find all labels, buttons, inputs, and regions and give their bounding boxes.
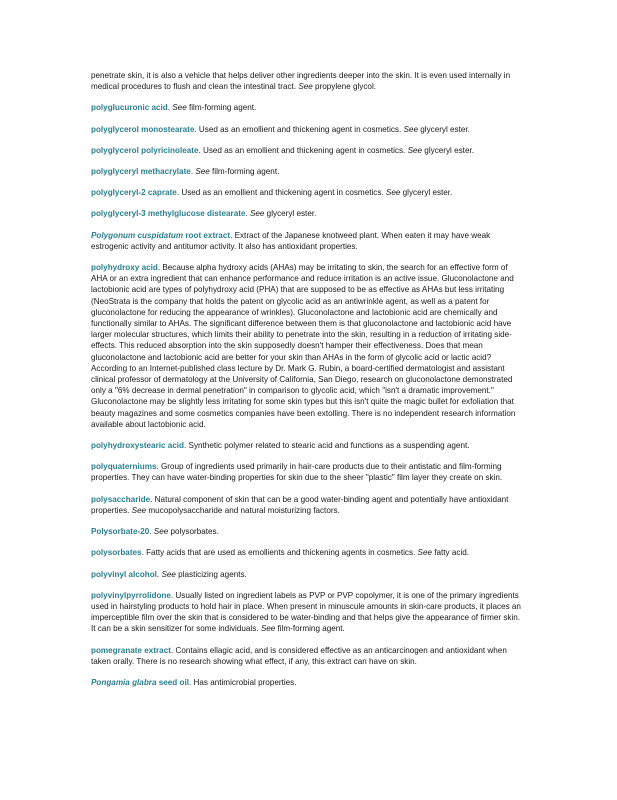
entry-polyhydroxystearic-acid: polyhydroxystearic acid. Synthetic polymer related to stearic acid and functions as a suspending agent.: [91, 441, 470, 451]
entry-polyvinyl-alcohol: polyvinyl alcohol. See plasticizing agents.: [91, 569, 247, 579]
entry-polyquaterniums: polyquaterniums. Group of ingredients used primarily in hair-care products due to their antistatic and film-forming properties. They can have water-binding properties for skin due to the sheer "plastic" film layer they create on skin.: [91, 462, 503, 483]
entry-polyglucuronic-acid: polyglucuronic acid. See film-forming agent.: [91, 103, 257, 113]
entry-term: polyvinyl alcohol: [91, 569, 157, 579]
entry-polysorbates: polysorbates. Fatty acids that are used as emollients and thickening agents in cosmetics. See fatty acid.: [91, 548, 470, 558]
entry-polysorbate-20: Polysorbate-20. See polysorbates.: [91, 527, 219, 537]
entry-polyglyceryl-3-methylglucose-distearate: polyglyceryl-3 methylglucose distearate. See glyceryl ester.: [91, 209, 317, 219]
entry-polyglyceryl-methacrylate: polyglyceryl methacrylate. See film-forming agent.: [91, 167, 280, 177]
entry-term: polyhydroxy acid: [91, 263, 158, 273]
entry-polygonum-cuspidatum: Polygonum cuspidatum root extract. Extract of the Japanese knotweed plant. When eaten it may have weak estrogenic activity and antitumor activity. It also has antioxidant properties.: [91, 230, 491, 251]
entry-term: Pongamia glabra seed oil: [91, 677, 189, 687]
entry-term: polyglycerol polyricinoleate: [91, 145, 199, 155]
entry-term: Polygonum cuspidatum root extract: [91, 230, 231, 240]
entry-term: polyquaterniums: [91, 462, 157, 472]
entry-term: pomegranate extract: [91, 645, 171, 655]
entry-polyvinylpyrrolidone: polyvinylpyrrolidone. Usually listed on ingredient labels as PVP or PVP copolymer, it is one of the primary ingredients used in hairstyling products to hold hair in place. When present in minuscule amounts in skin-care products, it places an imperceptible film over the skin that is considered to be water-binding and that helps give the appearance of firmer skin. It can be a skin sensitizer for some individuals. See film-forming agent.: [91, 590, 521, 634]
entry-term: polyglyceryl-2 caprate: [91, 188, 177, 198]
entry-term: polysaccharide: [91, 494, 151, 504]
entry-term: Polysorbate-20: [91, 527, 150, 537]
entry-term: polyglycerol monostearate: [91, 124, 195, 134]
dictionary-page: [91, 70, 523, 698]
entry-term: polyvinylpyrrolidone: [91, 590, 171, 600]
entry-polyglycerol-monostearate: polyglycerol monostearate. Used as an emollient and thickening agent in cosmetics. See glyceryl ester.: [91, 124, 470, 134]
entry-term: polysorbates: [91, 548, 142, 558]
entry-pongamia-glabra: Pongamia glabra seed oil. Has antimicrobial properties.: [91, 677, 297, 687]
entry-continuation: penetrate skin, it is also a vehicle that helps deliver other ingredients deeper into the skin. It is even used internally in medical procedures to flush and clean the intestinal tract. See propylene glycol.: [91, 71, 511, 92]
entry-term: polyglucuronic acid: [91, 103, 168, 113]
entry-polyglyceryl-2-caprate: polyglyceryl-2 caprate. Used as an emollient and thickening agent in cosmetics. See glyceryl ester.: [91, 188, 453, 198]
entry-polyhydroxy-acid: polyhydroxy acid. Because alpha hydroxy acids (AHAs) may be irritating to skin, the search for an effective form of AHA or an extra ingredient that can enhance performance and reduce irritation is an active issue. Gluconolactone and lactobionic acid are types of polyhydroxy acid (PHA) that are supposed to be as effective as AHAs but less irritating (NeoStrata is the company that holds the patent on glycolic acid as an antiwrinkle agent, as well as a patent for gluconolactone for reducing the appearance of wrinkles). Gluconolactone and lactobionic acid are chemically and functionally similar to AHAs. The significant difference between them is that gluconolactone and lactobionic acid have larger molecular structures, which limits their ability to penetrate into the skin, resulting in a reduction of irritating side-effects. This reduced absorption into the skin supposedly doesn't hamper their effectiveness. Does that mean gluconolactone and lactobionic acid are better for your skin than AHAs in the form of glycolic acid or lactic acid? According to an Internet-published class lecture by Dr. Mark G. Rubin, a board-certified dermatologist and assistant clinical professor of dermatology at the University of California, San Diego, research on gluconolactone demonstrated only a "6% decrease in dermal penetration" in comparison to glycolic acid, which "isn't a dramatic improvement." Gluconolactone may be slightly less irritating for some skin types but this isn't quite the magic bullet for exfoliation that beauty magazines and some cosmetics companies have been extolling. There is no independent research information available about lactobionic acid.: [91, 263, 516, 429]
entry-polysaccharide: polysaccharide. Natural component of skin that can be a good water-binding agent and potentially have antioxidant properties. See mucopolysaccharide and natural moisturizing factors.: [91, 494, 509, 515]
entry-term: polyhydroxystearic acid: [91, 441, 185, 451]
entry-pomegranate-extract: pomegranate extract. Contains ellagic acid, and is considered effective as an anticarcinogen and antioxidant when taken orally. There is no research showing what effect, if any, this extract can have on skin.: [91, 645, 507, 666]
entry-polyglycerol-polyricinoleate: polyglycerol polyricinoleate. Used as an emollient and thickening agent in cosmetics. See glyceryl ester.: [91, 145, 474, 155]
entry-term: polyglyceryl methacrylate: [91, 167, 191, 177]
entry-term: polyglyceryl-3 methylglucose distearate: [91, 209, 246, 219]
